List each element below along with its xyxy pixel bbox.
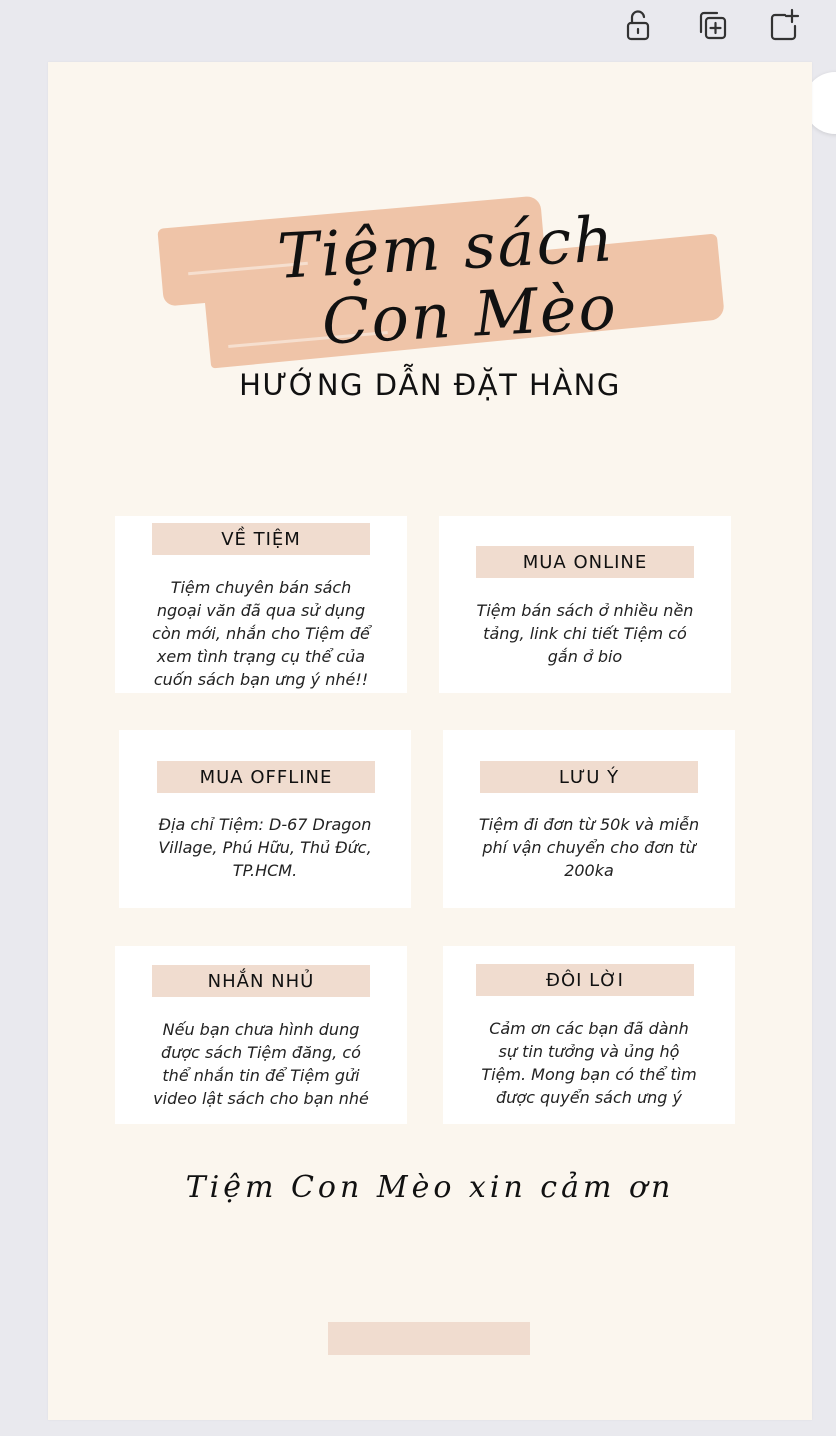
card-heading: MUA ONLINE [476,546,694,578]
add-page-icon[interactable] [766,6,802,44]
design-page[interactable] [48,62,812,1420]
card-heading: LƯU Ý [480,761,698,793]
page-toolbar [0,0,836,60]
title-line-2: Con Mèo [320,270,620,359]
lock-open-icon[interactable] [620,6,656,44]
card-heading: NHẮN NHỦ [152,965,370,997]
card-text: Tiệm đi đơn từ 50k và miễn phí vận chuyển cho đơn từ 200ka [478,815,700,880]
card-heading: VỀ TIỆM [152,523,370,555]
card-heading: MUA OFFLINE [157,761,375,793]
title-line-1: Tiệm sách [275,202,617,293]
card-heading: ĐÔI LỜI [476,964,694,996]
info-card-note [443,730,735,908]
info-card-offline [119,730,411,908]
footer-decoration-bar [328,1322,530,1355]
duplicate-page-icon[interactable] [694,6,730,44]
page-subtitle: HƯỚNG DẪN ĐẶT HÀNG [239,368,621,402]
card-text: Tiệm chuyên bán sách ngoại văn đã qua sử dụng còn mới, nhắn cho Tiệm để xem tình trạng cụ thể của cuốn sách bạn ưng ý nhé!! [152,578,370,689]
closing-signature: Tiệm Con Mèo xin cảm ơn [185,1170,675,1205]
info-card-thanks [443,946,735,1124]
card-text: Địa chỉ Tiệm: D-67 Dragon Village, Phú Hữu, Thủ Đức, TP.HCM. [158,815,372,880]
page-title [195,201,701,363]
card-text: Nếu bạn chưa hình dung được sách Tiệm đăng, có thể nhắn tin để Tiệm gửi video lật sách cho bạn nhé [153,1020,369,1108]
card-text: Tiệm bán sách ở nhiều nền tảng, link chi tiết Tiệm có gắn ở bio [476,601,694,666]
info-card-online [439,516,731,693]
info-card-advice [115,946,407,1124]
card-text: Cảm ơn các bạn đã dành sự tin tưởng và ủng hộ Tiệm. Mong bạn có thể tìm được quyển sách ưng ý [481,1019,697,1107]
info-card-about [115,516,407,693]
